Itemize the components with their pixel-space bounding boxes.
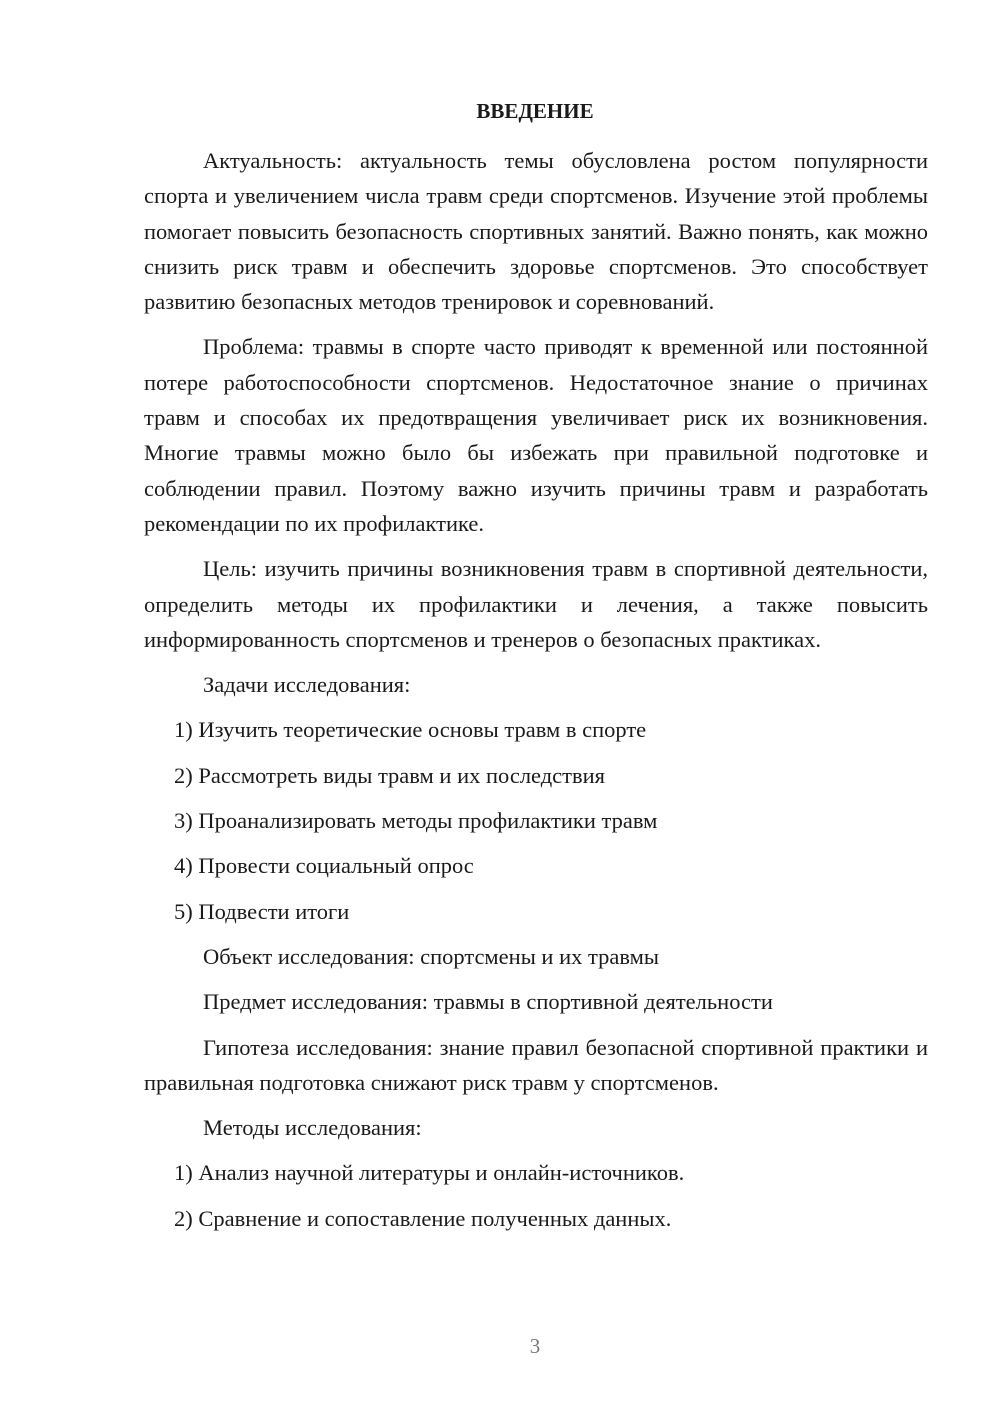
page-number: 3 bbox=[529, 1334, 541, 1358]
relevance-paragraph: Актуальность: актуальность темы обусловлена ростом популярности спорта и увеличением числа травм среди спортсменов. Изучение этой проблемы помогает повысить безопасность спортивных занятий. Важно понять, как можно снизить риск травм и обеспечить здоровье спортсменов. Это способствует развитию безопасных методов тренировок и соревнований. bbox=[144, 148, 928, 315]
methods-heading: Методы исследования: bbox=[203, 1115, 422, 1141]
list-item: 1) Анализ научной литературы и онлайн-источников. bbox=[174, 1160, 685, 1186]
goal-paragraph: Цель: изучить причины возникновения травм в спортивной деятельности, определить методы их профилактики и лечения, а также повысить информированность спортсменов и тренеров о безопасных практиках. bbox=[144, 556, 928, 652]
tasks-list bbox=[144, 712, 928, 928]
list-item: 3) Проанализировать методы профилактики травм bbox=[174, 808, 658, 834]
list-item: 5) Подвести итоги bbox=[174, 898, 350, 924]
list-item: 2) Сравнение и сопоставление полученных данных. bbox=[174, 1205, 672, 1231]
problem-paragraph: Проблема: травмы в спорте часто приводят к временной или постоянной потере работоспособности спортсменов. Недостаточное знание о причинах травм и способах их предотвращения увеличивает риск их возникновения. Многие травмы можно было бы избежать при правильной подготовке и соблюдении правил. Поэтому важно изучить причины травм и разработать рекомендации по их профилактике. bbox=[144, 334, 928, 536]
list-item: 2) Рассмотреть виды травм и их последствия bbox=[174, 762, 606, 788]
page-title: ВВЕДЕНИЕ bbox=[476, 99, 594, 123]
list-item: 1) Изучить теоретические основы травм в спорте bbox=[174, 717, 647, 743]
document-body bbox=[144, 143, 928, 1246]
hypothesis-paragraph: Гипотеза исследования: знание правил безопасной спортивной практики и правильная подготовка снижают риск травм у спортсменов. bbox=[144, 1034, 928, 1095]
methods-list bbox=[144, 1155, 928, 1236]
subject-line: Предмет исследования: травмы в спортивной деятельности bbox=[203, 989, 773, 1015]
tasks-heading: Задачи исследования: bbox=[203, 672, 411, 698]
list-item: 4) Провести социальный опрос bbox=[174, 853, 474, 879]
object-line: Объект исследования: спортсмены и их травмы bbox=[203, 943, 659, 969]
